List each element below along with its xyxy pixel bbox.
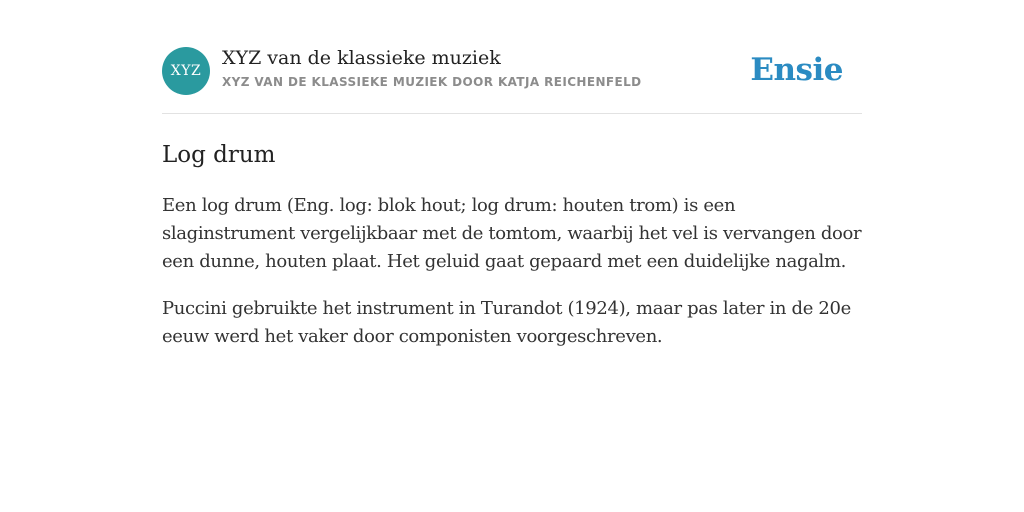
entry-card (162, 44, 862, 351)
ensie-logo[interactable]: Ensie (750, 52, 843, 88)
source-title-link[interactable]: XYZ van de klassieke muziek (222, 47, 501, 69)
avatar[interactable]: XYZ (162, 47, 210, 95)
entry-header (162, 44, 862, 114)
paragraph: Puccini gebruikte het instrument in Turandot (1924), maar pas later in de 20e eeuw werd het vaker door componisten voorgeschreven. (162, 298, 851, 347)
paragraph: Een log drum (Eng. log: blok hout; log drum: houten trom) is een slaginstrument vergelijkbaar met de tomtom, waarbij het vel is vervangen door een dunne, houten plaat. Het geluid gaat gepaard met een duidelijke nagalm. (162, 195, 862, 272)
source-subtitle: XYZ VAN DE KLASSIEKE MUZIEK DOOR KATJA REICHENFELD (222, 75, 642, 89)
source-titles (222, 46, 642, 90)
entry-body (162, 192, 862, 351)
page-title: Log drum (162, 142, 276, 168)
